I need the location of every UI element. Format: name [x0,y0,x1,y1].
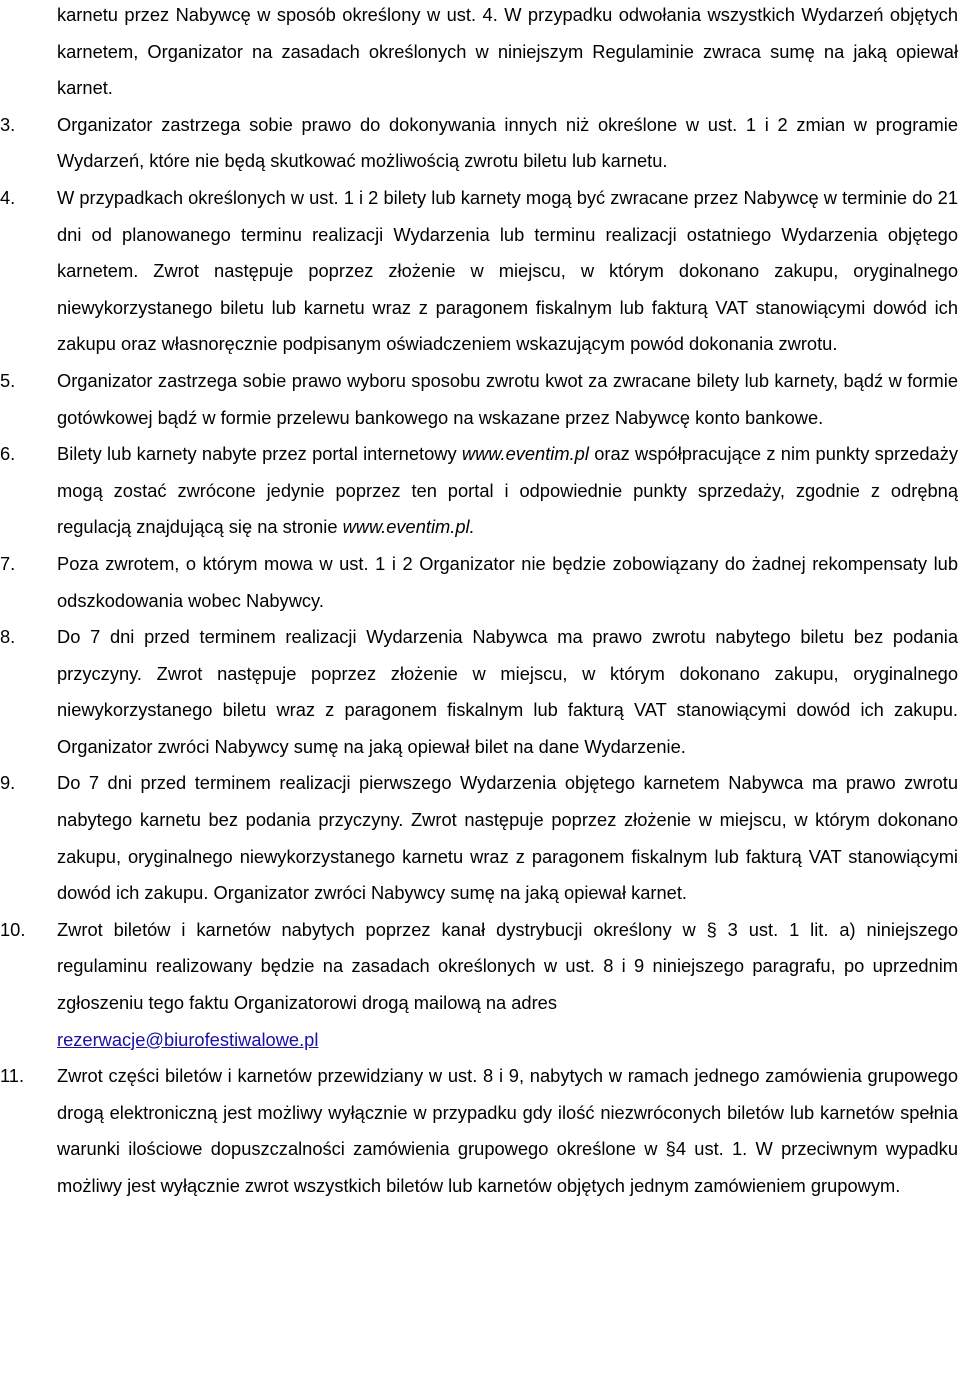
list-item-11 [0,1058,960,1204]
item-text: Do 7 dni przed terminem realizacji Wydarzenia Nabywca ma prawo zwrotu nabytego biletu bez podania przyczyny. Zwrot następuje poprzez złożenie w miejscu, w którym dokonano zakupu, oryginalnego niewykorzystanego biletu wraz z paragonem fiskalnym lub fakturą VAT stanowiącymi dowód ich zakupu. Organizator zwróci Nabywcy sumę na jaką opiewał bilet na dane Wydarzenie. [57,626,958,757]
list-item-7 [0,546,960,619]
item-number: 3. [0,113,16,135]
list-item-6 [0,436,960,546]
item-number: 10. [0,918,26,940]
item-text-part-2: oraz współpracujące z nim punkty sprzedaży mogą zostać zwrócone jedynie poprzez ten portal i odpowiednie punkty sprzedaży, zgodnie z odrębną regulacją znajdującą się na stronie [57,443,958,538]
item-text: Do 7 dni przed terminem realizacji pierwszego Wydarzenia objętego karnetem Nabywca ma prawo zwrotu nabytego karnetu bez podania przyczyny. Zwrot następuje poprzez złożenie w miejscu, w którym dokonano zakupu, oryginalnego niewykorzystanego karnetu wraz z paragonem fiskalnym lub fakturą VAT stanowiącymi dowód ich zakupu. Organizator zwróci Nabywcy sumę na jaką opiewał karnet. [57,772,958,904]
eventim-link-text-2: www.eventim.pl. [342,516,475,538]
item-number: 4. [0,186,16,208]
list-item-3 [0,107,960,180]
item-number: 7. [0,552,16,574]
list-item-4 [0,180,960,363]
item-text: W przypadkach określonych w ust. 1 i 2 bilety lub karnety mogą być zwracane przez Nabywcę w terminie do 21 dni od planowanego terminu realizacji Wydarzenia lub terminu realizacji ostatniego Wydarzenia objętego karnetem. Zwrot następuje poprzez złożenie w miejscu, w którym dokonano zakupu, oryginalnego niewykorzystanego biletu lub karnetu wraz z paragonem fiskalnym lub fakturą VAT stanowiącymi dowód ich zakupu oraz własnoręcznie podpisanym oświadczeniem wskazującym powód dokonania zwrotu. [57,186,958,355]
list-item-10 [0,912,960,1058]
item-number: 9. [0,772,16,794]
list-item-8 [0,619,960,765]
item-text: Zwrot części biletów i karnetów przewidziany w ust. 8 i 9, nabytych w ramach jednego zamówienia grupowego drogą elektroniczną jest możliwy wyłącznie w przypadku gdy ilość niezwróconych biletów lub karnetów spełnia warunki ilościowe dopuszczalności zamówienia grupowego określone w §4 ust. 1. W przeciwnym wypadku możliwy jest wyłącznie zwrot wszystkich biletów lub karnetów objętych jednym zamówieniem grupowym. [57,1065,958,1196]
item-text: Poza zwrotem, o którym mowa w ust. 1 i 2 Organizator nie będzie zobowiązany do żadnej rekompensaty lub odszkodowania wobec Nabywcy. [57,552,958,611]
list-item-5 [0,363,960,436]
item-number: 5. [0,369,16,391]
eventim-link-text: www.eventim.pl [461,443,589,465]
item-text: Organizator zastrzega sobie prawo do dokonywania innych niż określone w ust. 1 i 2 zmian w programie Wydarzeń, które nie będą skutkować możliwością zwrotu biletu lub karnetu. [57,113,958,172]
item-number: 11. [0,1065,25,1087]
item-number: 6. [0,443,16,465]
item-text-part-1: Bilety lub karnety nabyte przez portal internetowy [57,443,462,465]
list-item-9 [0,765,960,911]
item-number: 8. [0,626,16,648]
item-text [57,436,958,546]
email-link[interactable]: rezerwacje@biurofestiwalowe.pl [57,1028,319,1050]
item-text: Organizator zastrzega sobie prawo wyboru sposobu zwrotu kwot za zwracane bilety lub karnety, bądź w formie gotówkowej bądź w formie przelewu bankowego na wskazane przez Nabywcę konto bankowe. [57,369,958,428]
item-text: Zwrot biletów i karnetów nabytych poprzez kanał dystrybucji określony w § 3 ust. 1 lit. a) niniejszego regulaminu realizowany będzie na zasadach określonych w ust. 8 i 9 niniejszego paragrafu, po uprzednim zgłoszeniu tego faktu Organizatorowi drogą mailową na adres [57,918,958,1014]
intro-paragraph: karnetu przez Nabywcę w sposób określony w ust. 4. W przypadku odwołania wszystkich Wydarzeń objętych karnetem, Organizator na zasadach określonych w niniejszym Regulaminie zwraca sumę na jaką opiewał karnet. [57,4,958,99]
